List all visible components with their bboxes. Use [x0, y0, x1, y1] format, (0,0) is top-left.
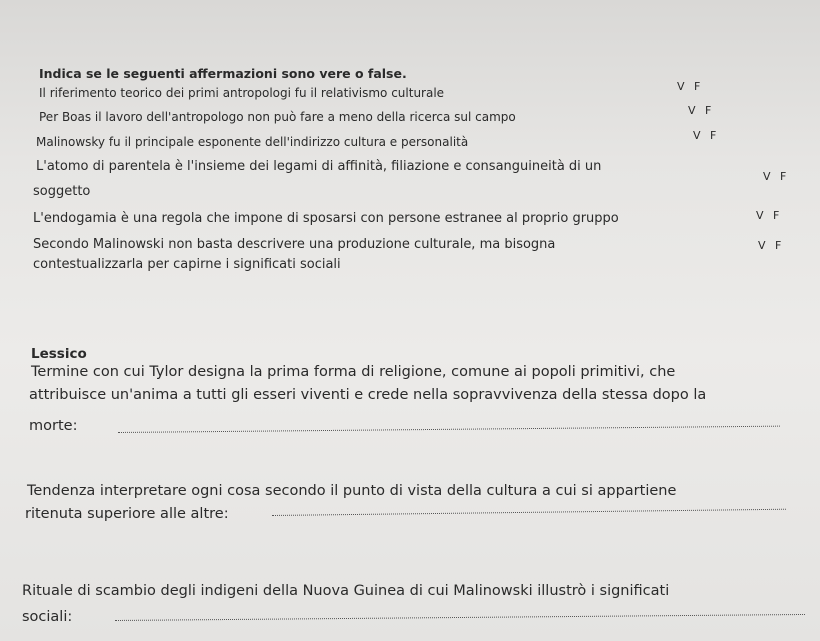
statement-2: Per Boas il lavoro dell'antropologo non può fare a meno della ricerca sul campo: [39, 110, 516, 124]
vf-choice-3[interactable]: V F: [693, 129, 717, 142]
vf-choice-1[interactable]: V F: [677, 80, 701, 93]
statement-5: L'endogamia è una regola che impone di sposarsi con persone estranee al proprio gruppo: [33, 211, 619, 226]
statement-4: L'atomo di parentela è l'insieme dei legami di affinità, filiazione e consanguineità di un: [36, 159, 602, 174]
statement-6-cont: contestualizzarla per capirne i significati sociali: [33, 257, 341, 272]
question-1-line-2: attribuisce un'anima a tutti gli esseri viventi e crede nella sopravvivenza della stessa dopo la: [29, 387, 707, 403]
vf-choice-5[interactable]: V F: [756, 209, 780, 222]
answer-line-3[interactable]: [115, 614, 805, 621]
vf-choice-4[interactable]: V F: [763, 170, 787, 183]
question-2-line-1: Tendenza interpretare ogni cosa secondo il punto di vista della cultura a cui si appartiene: [27, 483, 677, 499]
question-1-line-1: Termine con cui Tylor designa la prima forma di religione, comune ai popoli primitivi, che: [31, 364, 676, 380]
question-1-line-3: morte:: [29, 418, 78, 434]
statement-6: Secondo Malinowski non basta descrivere una produzione culturale, ma bisogna: [33, 237, 556, 252]
statement-3: Malinowsky fu il principale esponente dell'indirizzo cultura e personalità: [36, 135, 469, 149]
statement-4-cont: soggetto: [33, 184, 91, 199]
question-2-line-2: ritenuta superiore alle altre:: [25, 506, 229, 522]
lessico-title: Lessico: [31, 346, 87, 362]
section-title: Indica se le seguenti affermazioni sono vere o false.: [39, 66, 407, 81]
vf-choice-2[interactable]: V F: [688, 104, 712, 117]
vf-choice-6[interactable]: V F: [758, 239, 782, 252]
statement-1: Il riferimento teorico dei primi antropologi fu il relativismo culturale: [39, 86, 445, 100]
answer-line-1[interactable]: [118, 426, 780, 433]
question-3-line-1: Rituale di scambio degli indigeni della Nuova Guinea di cui Malinowski illustrò i significati: [22, 583, 670, 599]
answer-line-2[interactable]: [272, 509, 786, 516]
question-3-line-2: sociali:: [22, 609, 73, 625]
